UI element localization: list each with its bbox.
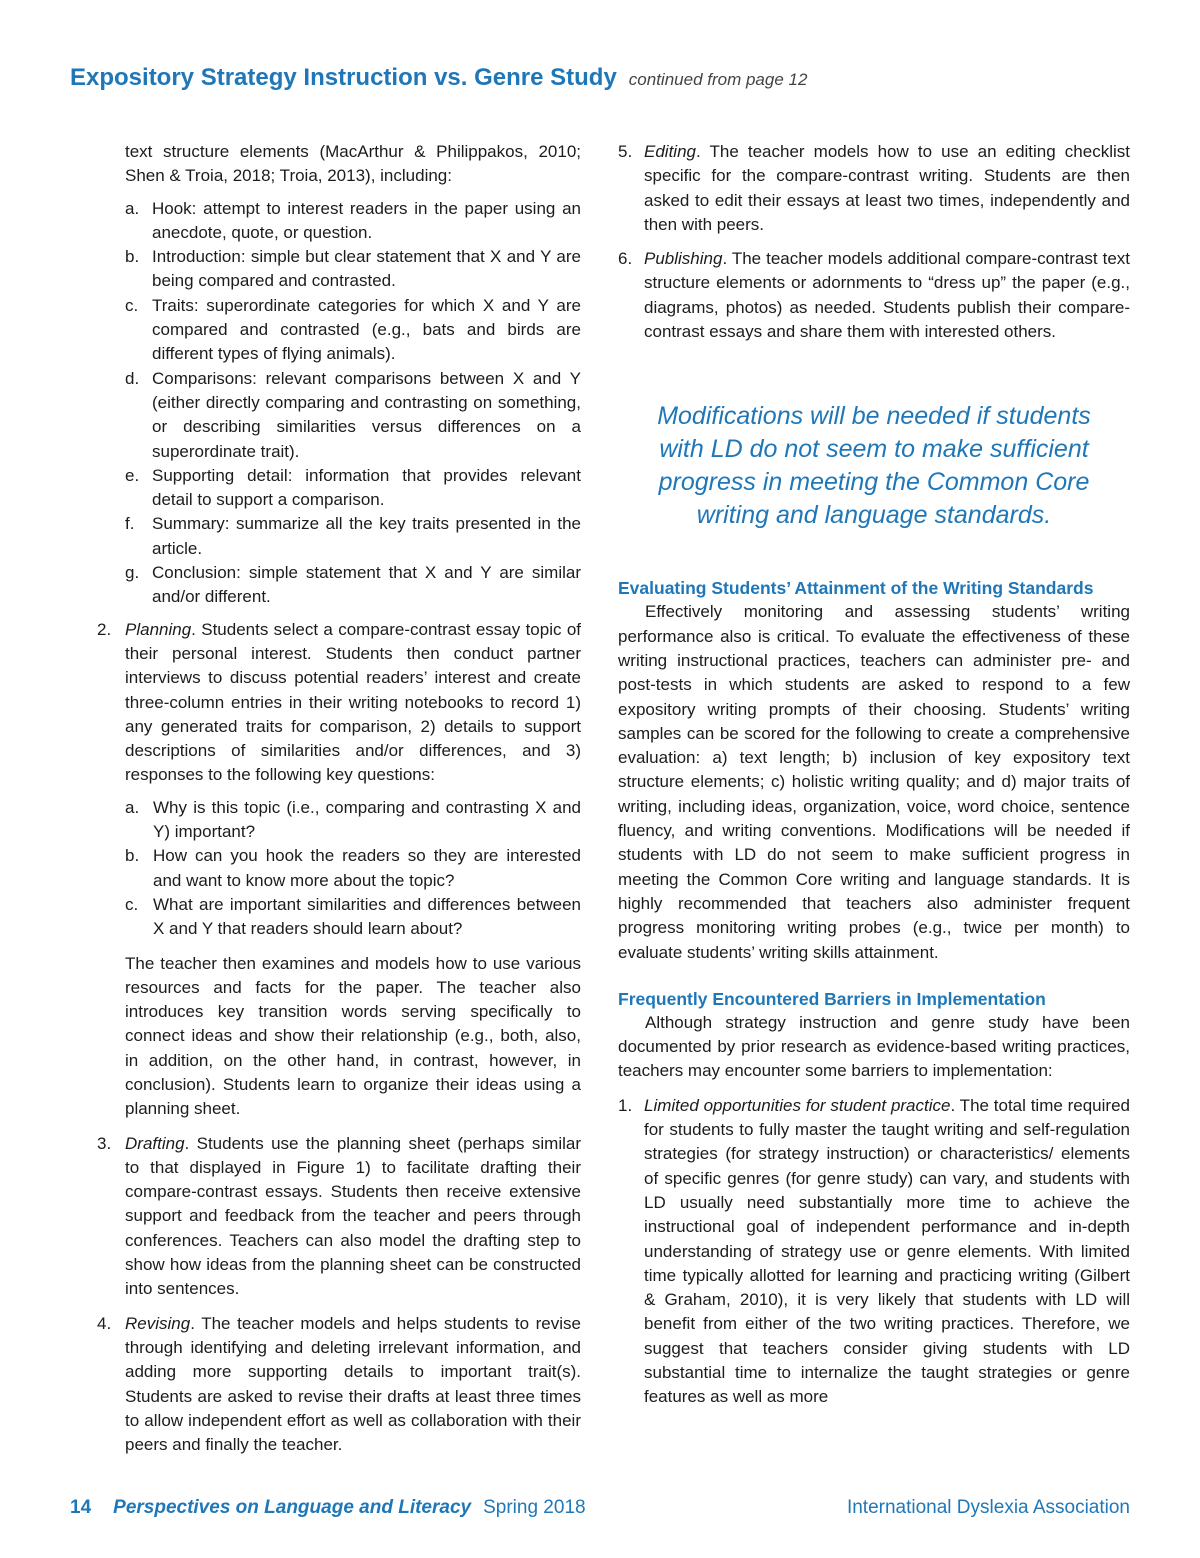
step-publishing: 6. Publishing. The teacher models additional compare-contrast text structure elements or adornments to “dress up” the paper (e.g., diagrams, photos) as needed. Students publish their compare-contrast essays and share them with interested others. bbox=[618, 249, 1130, 342]
right-column bbox=[618, 140, 1130, 1420]
list-item: a. Why is this topic (i.e., comparing and contrasting X and Y) important? bbox=[125, 797, 581, 842]
section-heading-evaluating: Evaluating Students’ Attainment of the Writing Standards bbox=[618, 578, 1094, 599]
list-item: b. Introduction: simple but clear statement that X and Y are being compared and contrasted. bbox=[125, 247, 581, 291]
page-number: 14 bbox=[70, 1497, 92, 1518]
text-structure-elements-list bbox=[125, 197, 581, 610]
list-item: c. What are important similarities and differences between X and Y that readers should learn about? bbox=[125, 894, 581, 939]
planning-followup: The teacher then examines and models how to use various resources and facts for the paper. The teacher also introduces key transition words serving specifically to connect ideas and show their relationship (e.g., both, also, in addition, on the other hand, in contrast, however, in conclusion). Students learn to organize their ideas using a planning sheet. bbox=[125, 953, 581, 1119]
barrier-limited-practice: 1. Limited opportunities for student practice. The total time required for students to fully master the taught writing and self-regulation strategies (for strategy instruction) or characteristics/ elements of specific genres (for genre study) can vary, and students with LD usually need substantially more time to achieve the instructional goal of independent performance and in-depth understanding of strategy use or genre elements. With limited time typically allotted for learning and practicing writing (Gilbert & Graham, 2010), it is very likely that students with LD will benefit from either of the two writing practices. Therefore, we suggest that teachers consider giving students with LD substantial time to internalize the taught strategies or genre features as well as more bbox=[618, 1095, 1130, 1407]
step-label: Drafting bbox=[125, 1133, 185, 1153]
step-planning: 2. Planning. Students select a compare-contrast essay topic of their personal interest. Students then conduct partner interviews to discuss potential readers’ interest and create three-column entries in their writing notebooks to record 1) any generated traits for comparison, 2) details to support descriptions of similarities and/or differences, and 3) responses to the following key questions: a. Why is this topic (i.e., comparing and contrasting X and Y) important? b. How can you hook the readers so they are interested and want to know more about the topic? c. What are important similarities and differences between X and Y that readers should learn about? The teacher then examines and models how to use various resources and facts for the paper. The teacher also introduces key transition words serving specifically to connect ideas and show their relationship (e.g., both, also, in addition, on the other hand, in contrast, however, in conclusion). Students learn to organize their ideas using a planning sheet. bbox=[97, 618, 581, 1122]
left-column bbox=[97, 140, 581, 1467]
evaluating-paragraph: Effectively monitoring and assessing students’ writing performance also is critical. To evaluate the effectiveness of these writing instructional practices, teachers can administer pre- and post-tests in which students are asked to respond to a few expository writing prompts of their choosing. Students’ writing samples can be scored for the following to create a comprehensive evaluation: a) text length; b) inclusion of key expository text structure elements; c) holistic writing quality; and d) major traits of writing, including ideas, organization, voice, word choice, sentence fluency, and writing conventions. Modifications will be needed if students with LD do not seem to make sufficient progress in meeting the Common Core writing and language standards. It is highly recommended that teachers also administer frequent progress monitoring writing probes (e.g., twice per month) to evaluate students’ writing skills attainment. bbox=[618, 602, 1130, 962]
pull-quote: Modifications will be needed if students with LD do not seem to make sufficient progress in meeting the Common Core writing and language standards. bbox=[657, 402, 1091, 530]
list-item: e. Supporting detail: information that provides relevant detail to support a comparison. bbox=[125, 465, 581, 510]
elements-intro: text structure elements (MacArthur & Philippakos, 2010; Shen & Troia, 2018; Troia, 2013), including: bbox=[125, 142, 581, 186]
step-editing: 5. Editing. The teacher models how to use an editing checklist specific for the compare-contrast writing. Students are then asked to edit their essays at least two times, independently and then with peers. bbox=[618, 142, 1130, 234]
step-label: Editing bbox=[644, 142, 696, 161]
list-item: f. Summary: summarize all the key traits presented in the article. bbox=[125, 514, 581, 558]
step-revising: 4. Revising. The teacher models and helps students to revise through identifying and deleting irrelevant information, and adding more supporting details to important trait(s). Students are asked to revise their drafts at least three times to allow independent effort as well as collaboration with their peers and finally the teacher. bbox=[97, 1313, 581, 1455]
step-label: Revising bbox=[125, 1313, 191, 1333]
list-item: g. Conclusion: simple statement that X and Y are similar and/or different. bbox=[125, 563, 581, 607]
continued-note: continued from page 12 bbox=[628, 70, 808, 89]
list-item: c. Traits: superordinate categories for which X and Y are compared and contrasted (e.g., bats and birds are different types of flying animals). bbox=[125, 295, 581, 364]
publisher-name: International Dyslexia Association bbox=[846, 1497, 1130, 1518]
issue-season: Spring 2018 bbox=[483, 1497, 586, 1518]
journal-name: Perspectives on Language and Literacy bbox=[113, 1497, 472, 1518]
list-item: a. Hook: attempt to interest readers in the paper using an anecdote, quote, or question. bbox=[125, 198, 581, 242]
key-questions-list bbox=[125, 796, 581, 942]
article-title: Expository Strategy Instruction vs. Genre Study bbox=[70, 64, 617, 91]
barrier-label: Limited opportunities for student practice bbox=[644, 1095, 951, 1115]
list-item: b. How can you hook the readers so they are interested and want to know more about the topic? bbox=[125, 846, 581, 890]
step-label: Planning bbox=[125, 619, 192, 639]
section-heading-barriers: Frequently Encountered Barriers in Implementation bbox=[618, 988, 1046, 1009]
barriers-paragraph: Although strategy instruction and genre study have been documented by prior research as evidence-based writing practices, teachers may encounter some barriers to implementation: bbox=[618, 1012, 1130, 1081]
page-footer bbox=[70, 1497, 1130, 1519]
page-header bbox=[70, 64, 1130, 92]
list-item: d. Comparisons: relevant comparisons between X and Y (either directly comparing and contrasting on something, or describing similarities versus differences on a superordinate trait). bbox=[125, 368, 581, 461]
step-drafting: 3. Drafting. Students use the planning sheet (perhaps similar to that displayed in Figure 1) to facilitate drafting their compare-contrast essays. Students then receive extensive support and feedback from the teacher and peers through conferences. Teachers can also model the drafting step to show how ideas from the planning sheet can be constructed into sentences. bbox=[97, 1133, 581, 1299]
step-label: Publishing bbox=[644, 249, 723, 269]
